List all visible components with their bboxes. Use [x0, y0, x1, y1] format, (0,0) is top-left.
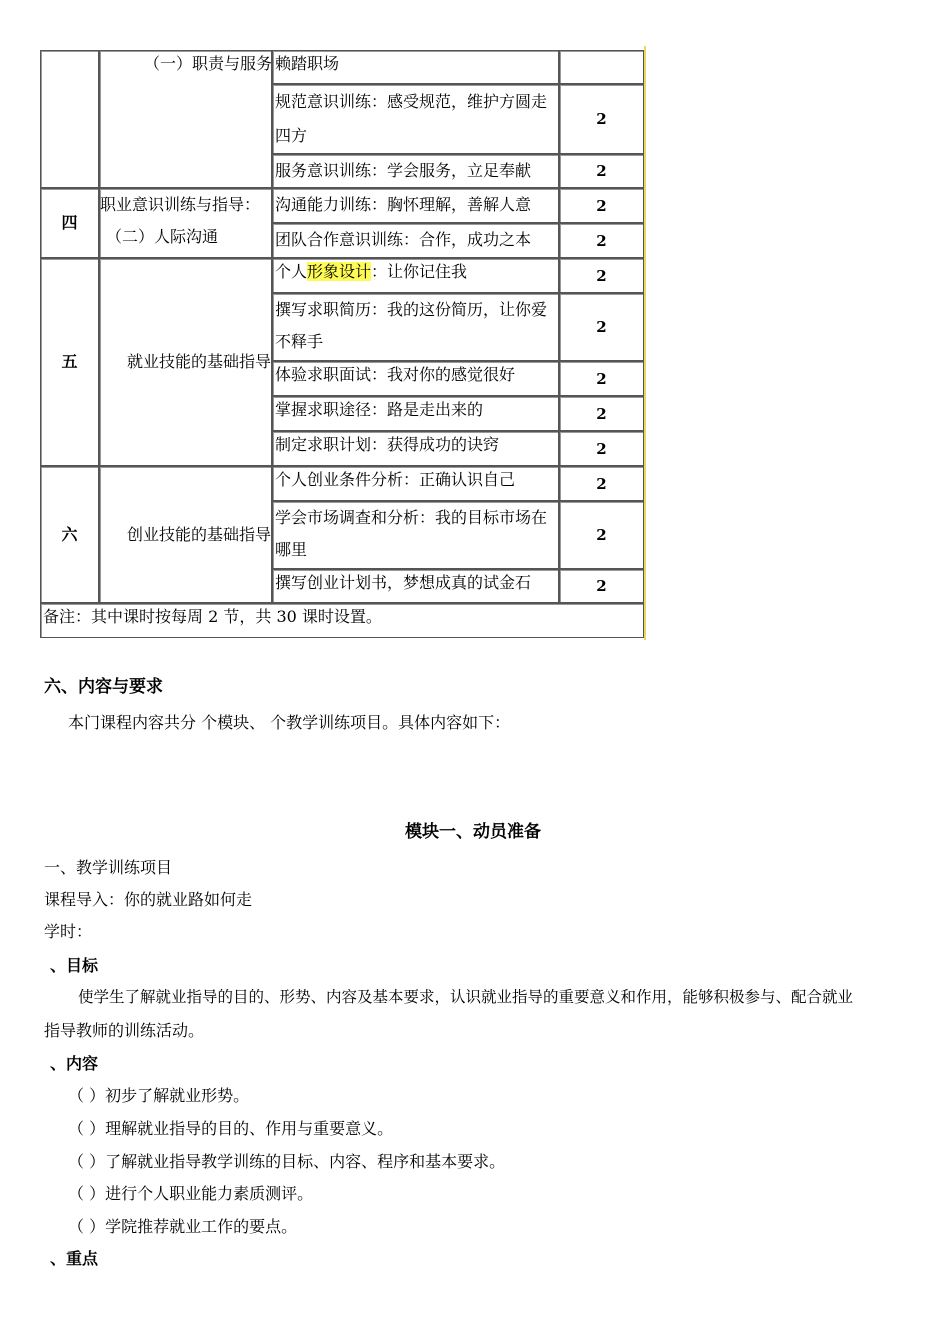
- table-row-text: 体验求职面试：我对你的感觉很好: [272, 361, 559, 396]
- table-cell-module: [99, 188, 272, 258]
- table-row-text: 沟通能力训练：胸怀理解，善解人意: [272, 188, 559, 223]
- module-label: （一）职责与服务: [144, 54, 273, 73]
- module-label: （二）人际沟通: [106, 227, 219, 246]
- table-cell-module: [99, 50, 272, 188]
- subheading-content: 、内容: [50, 1054, 99, 1073]
- table-row-hours: 2: [559, 501, 644, 569]
- list-item: （ ）理解就业指导的目的、作用与重要意义。: [68, 1119, 394, 1138]
- table-edge: [644, 46, 646, 640]
- list-item: （ ）学院推荐就业工作的要点。: [68, 1217, 298, 1236]
- list-item: （ ）初步了解就业形势。: [68, 1086, 250, 1105]
- table-note: 备注：其中课时按每周 2 节，共 30 课时设置。: [40, 603, 644, 638]
- table-row-text: 规范意识训练：感受规范，维护方圆走四方: [272, 84, 559, 154]
- paragraph: 学时：: [44, 922, 93, 941]
- table-row-hours: [559, 50, 644, 84]
- table-row-hours: 2: [559, 569, 644, 603]
- table-row-hours: 2: [559, 154, 644, 188]
- section-title: 六、内容与要求: [44, 677, 163, 697]
- paragraph: 课程导入：你的就业路如何走: [44, 890, 253, 909]
- module-label: 创业技能的基础指导: [126, 524, 271, 544]
- table-cell-module: [99, 258, 272, 466]
- paragraph: 使学生了解就业指导的目的、形势、内容及基本要求，认识就业指导的重要意义和作用，能够积极参与、配合就业: [78, 988, 854, 1006]
- table-row-hours: 2: [559, 361, 644, 396]
- table-cell-num: 四: [40, 188, 99, 258]
- list-item: （ ）进行个人职业能力素质测评。: [68, 1184, 314, 1203]
- table-row-text: 撰写创业计划书，梦想成真的试金石: [272, 569, 559, 603]
- table-row-text: 团队合作意识训练：合作，成功之本: [272, 223, 559, 258]
- subheading-key: 、重点: [50, 1249, 99, 1268]
- table-row-hours: 2: [559, 84, 644, 154]
- table-cell-module: [99, 466, 272, 603]
- subheading-goal: 、目标: [50, 956, 99, 975]
- table-row-hours: 2: [559, 466, 644, 501]
- paragraph: 指导教师的训练活动。: [44, 1021, 205, 1040]
- highlighted-text: 形象设计: [307, 262, 372, 281]
- table-cell-num: 六: [40, 466, 99, 603]
- table-row-hours: 2: [559, 258, 644, 293]
- paragraph: 一、教学训练项目: [44, 858, 173, 877]
- module-label: 就业技能的基础指导: [126, 352, 271, 371]
- text-part: ：让你记住我: [371, 262, 468, 281]
- section-intro: 本门课程内容共分 个模块、 个教学训练项目。具体内容如下：: [68, 713, 511, 732]
- table-row-text: 撰写求职简历：我的这份简历，让你爱不释手: [272, 293, 559, 361]
- table-row-text: 赖踏职场: [272, 50, 559, 84]
- table-row-hours: 2: [559, 188, 644, 223]
- module-label: 职业意识训练与指导：: [100, 195, 261, 214]
- table-row-text: 学会市场调查和分析：我的目标市场在哪里: [272, 501, 559, 569]
- table-row-text: 服务意识训练：学会服务，立足奉献: [272, 154, 559, 188]
- table-row-text: 制定求职计划：获得成功的诀窍: [272, 431, 559, 466]
- table-row-text: 个人创业条件分析：正确认识自己: [272, 466, 559, 501]
- text-part: 个人: [275, 262, 308, 281]
- table-cell-num: 五: [40, 258, 99, 466]
- course-schedule-table: [40, 46, 646, 640]
- table-row-hours: 2: [559, 396, 644, 431]
- table-row-hours: 2: [559, 293, 644, 361]
- module-title: 模块一、动员准备: [405, 822, 541, 842]
- table-row-hours: 2: [559, 431, 644, 466]
- table-cell-num: [40, 50, 99, 188]
- table-row-text: [272, 258, 559, 293]
- table-row-hours: 2: [559, 223, 644, 258]
- list-item: （ ）了解就业指导教学训练的目标、内容、程序和基本要求。: [68, 1152, 506, 1171]
- table-row-text: 掌握求职途径：路是走出来的: [272, 396, 559, 431]
